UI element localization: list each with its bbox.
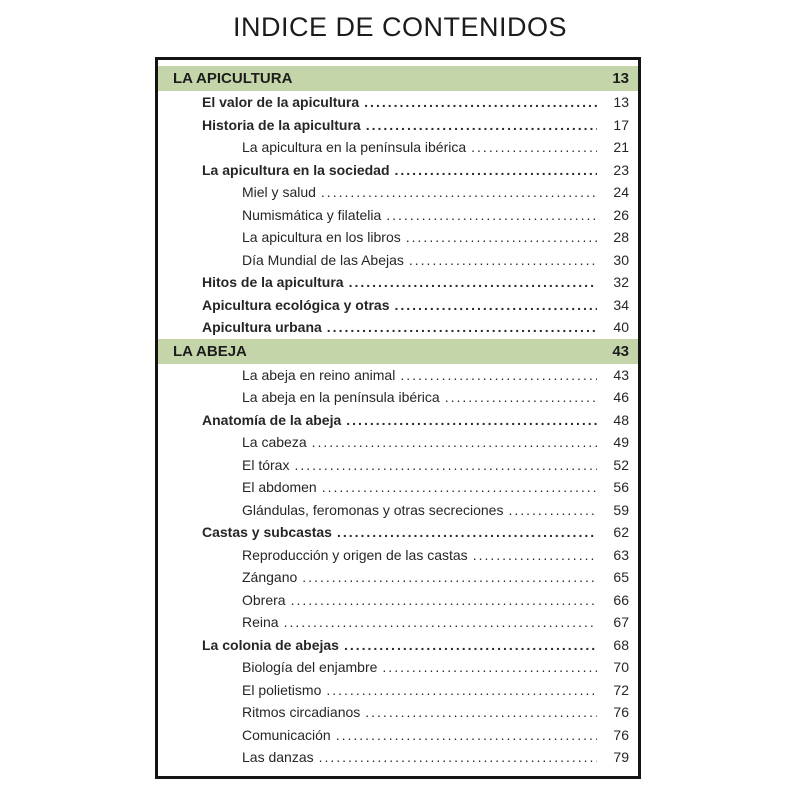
- dot-leader: [382, 656, 597, 679]
- toc-entry-label: Castas y subcastas: [202, 524, 332, 540]
- page-number: 17: [613, 116, 629, 133]
- toc-entry: [158, 724, 638, 747]
- toc-entry-label: El valor de la apicultura: [202, 94, 360, 110]
- page-number: 63: [613, 546, 629, 563]
- toc-entry: [158, 204, 638, 227]
- page-number: 56: [613, 479, 629, 495]
- page-number: 62: [613, 524, 629, 540]
- dot-leader: [395, 159, 597, 182]
- toc-entry-label: Obrera: [242, 591, 286, 608]
- toc-entry: [158, 386, 638, 409]
- toc-entry-label: Ritmos circadianos: [242, 704, 361, 720]
- dot-leader: [364, 91, 597, 114]
- dot-leader: [326, 679, 597, 702]
- dot-leader: [445, 386, 597, 409]
- page-number: 67: [613, 614, 629, 630]
- toc-section-header: [158, 66, 638, 91]
- page-number: 32: [613, 274, 629, 290]
- dot-leader: [400, 364, 597, 387]
- dot-leader: [508, 499, 597, 522]
- dot-leader: [319, 746, 597, 769]
- page-number: 68: [613, 636, 629, 653]
- dot-leader: [302, 566, 597, 589]
- page-number: 43: [613, 366, 629, 383]
- toc-entry: [158, 249, 638, 272]
- toc-entry: [158, 656, 638, 679]
- toc-entry-label: Zángano: [242, 569, 298, 585]
- page-number: 76: [613, 704, 629, 720]
- toc-entry-label: Apicultura urbana: [202, 319, 322, 335]
- toc-entry: [158, 499, 638, 522]
- page-number: 66: [613, 591, 629, 608]
- toc-entry-label: Hitos de la apicultura: [202, 274, 344, 290]
- toc-entry-label: Reina: [242, 614, 279, 630]
- page-number: 21: [613, 139, 629, 155]
- page-number: 13: [612, 70, 629, 87]
- toc-entry-label: Numismática y filatelia: [242, 206, 382, 223]
- dot-leader: [337, 521, 597, 544]
- toc-entry-label: Reproducción y origen de las castas: [242, 546, 468, 563]
- toc-entry-label: Biología del enjambre: [242, 659, 378, 675]
- page-number: 70: [613, 659, 629, 675]
- toc-entry: [158, 159, 638, 182]
- toc-entry: [158, 701, 638, 724]
- page-number: 79: [613, 749, 629, 765]
- dot-leader: [344, 634, 597, 657]
- dot-leader: [291, 589, 597, 612]
- page-number: 34: [613, 296, 629, 313]
- toc-entry-label: El tórax: [242, 456, 290, 473]
- dot-leader: [312, 431, 597, 454]
- dot-leader: [473, 544, 597, 567]
- dot-leader: [395, 294, 598, 317]
- toc-entry: [158, 634, 638, 657]
- toc-entry-label: La apicultura en los libros: [242, 229, 401, 245]
- dot-leader: [322, 476, 597, 499]
- page-number: 48: [613, 411, 629, 428]
- toc-section-header: [158, 339, 638, 364]
- page-title: INDICE DE CONTENIDOS: [232, 12, 568, 42]
- toc-entry: [158, 294, 638, 317]
- page-number: 65: [613, 569, 629, 585]
- toc-entry: [158, 364, 638, 387]
- page-number: 52: [613, 456, 629, 473]
- dot-leader: [365, 701, 597, 724]
- toc-entry: [158, 454, 638, 477]
- toc-entry: [158, 316, 638, 339]
- page-number: 49: [613, 434, 629, 450]
- dot-leader: [409, 249, 597, 272]
- dot-leader: [346, 409, 597, 432]
- toc-box: [155, 57, 641, 779]
- toc-entry: [158, 544, 638, 567]
- page-number: 59: [613, 501, 629, 518]
- toc-entry-label: Anatomía de la abeja: [202, 411, 342, 428]
- dot-leader: [294, 454, 597, 477]
- toc-entry-label: La apicultura en la sociedad: [202, 161, 390, 178]
- dot-leader: [284, 611, 597, 634]
- toc-entry-label: Glándulas, feromonas y otras secreciones: [242, 501, 504, 518]
- toc-entry-label: El polietismo: [242, 681, 322, 698]
- toc-section-label: LA APICULTURA: [173, 70, 293, 87]
- toc-entry-label: La apicultura en la península ibérica: [242, 139, 467, 155]
- toc-entry-label: La colonia de abejas: [202, 636, 339, 653]
- toc-entry: [158, 91, 638, 114]
- toc-entry-label: La abeja en reino animal: [242, 366, 396, 383]
- toc-entry-label: Las danzas: [242, 749, 314, 765]
- page-number: 76: [613, 726, 629, 743]
- page-number: 26: [613, 206, 629, 223]
- dot-leader: [366, 114, 597, 137]
- toc-entry-label: El abdomen: [242, 479, 317, 495]
- toc-entry: [158, 521, 638, 544]
- toc-entry: [158, 409, 638, 432]
- toc-entry-label: Comunicación: [242, 726, 331, 743]
- toc-entry: [158, 566, 638, 589]
- page-number: 43: [612, 342, 629, 360]
- toc-entry-label: La cabeza: [242, 434, 307, 450]
- toc-entry: [158, 431, 638, 454]
- toc-entry: [158, 271, 638, 294]
- toc-entry-label: Día Mundial de las Abejas: [242, 251, 404, 268]
- toc-entry: [158, 114, 638, 137]
- toc-entry: [158, 679, 638, 702]
- page-number: 24: [613, 184, 629, 200]
- page-number: 23: [613, 161, 629, 178]
- dot-leader: [336, 724, 597, 747]
- toc-entry: [158, 611, 638, 634]
- toc-entry: [158, 476, 638, 499]
- page-number: 13: [613, 94, 629, 110]
- toc-entry: [158, 181, 638, 204]
- dot-leader: [321, 181, 597, 204]
- toc-entry-label: La abeja en la península ibérica: [242, 389, 440, 405]
- page-number: 28: [613, 229, 629, 245]
- toc-entry: [158, 226, 638, 249]
- dot-leader: [471, 136, 597, 159]
- page-number: 72: [613, 681, 629, 698]
- toc-entry: [158, 589, 638, 612]
- dot-leader: [406, 226, 597, 249]
- toc-entry: [158, 746, 638, 769]
- dot-leader: [327, 316, 597, 339]
- page-number: 40: [613, 319, 629, 335]
- dot-leader: [386, 204, 597, 227]
- toc-entry-label: Miel y salud: [242, 184, 316, 200]
- dot-leader: [349, 271, 597, 294]
- page-number: 30: [613, 251, 629, 268]
- toc-entry-label: Historia de la apicultura: [202, 116, 361, 133]
- page-number: 46: [613, 389, 629, 405]
- toc-entry: [158, 136, 638, 159]
- toc-entry-label: Apicultura ecológica y otras: [202, 296, 390, 313]
- toc-section-label: LA ABEJA: [173, 342, 247, 360]
